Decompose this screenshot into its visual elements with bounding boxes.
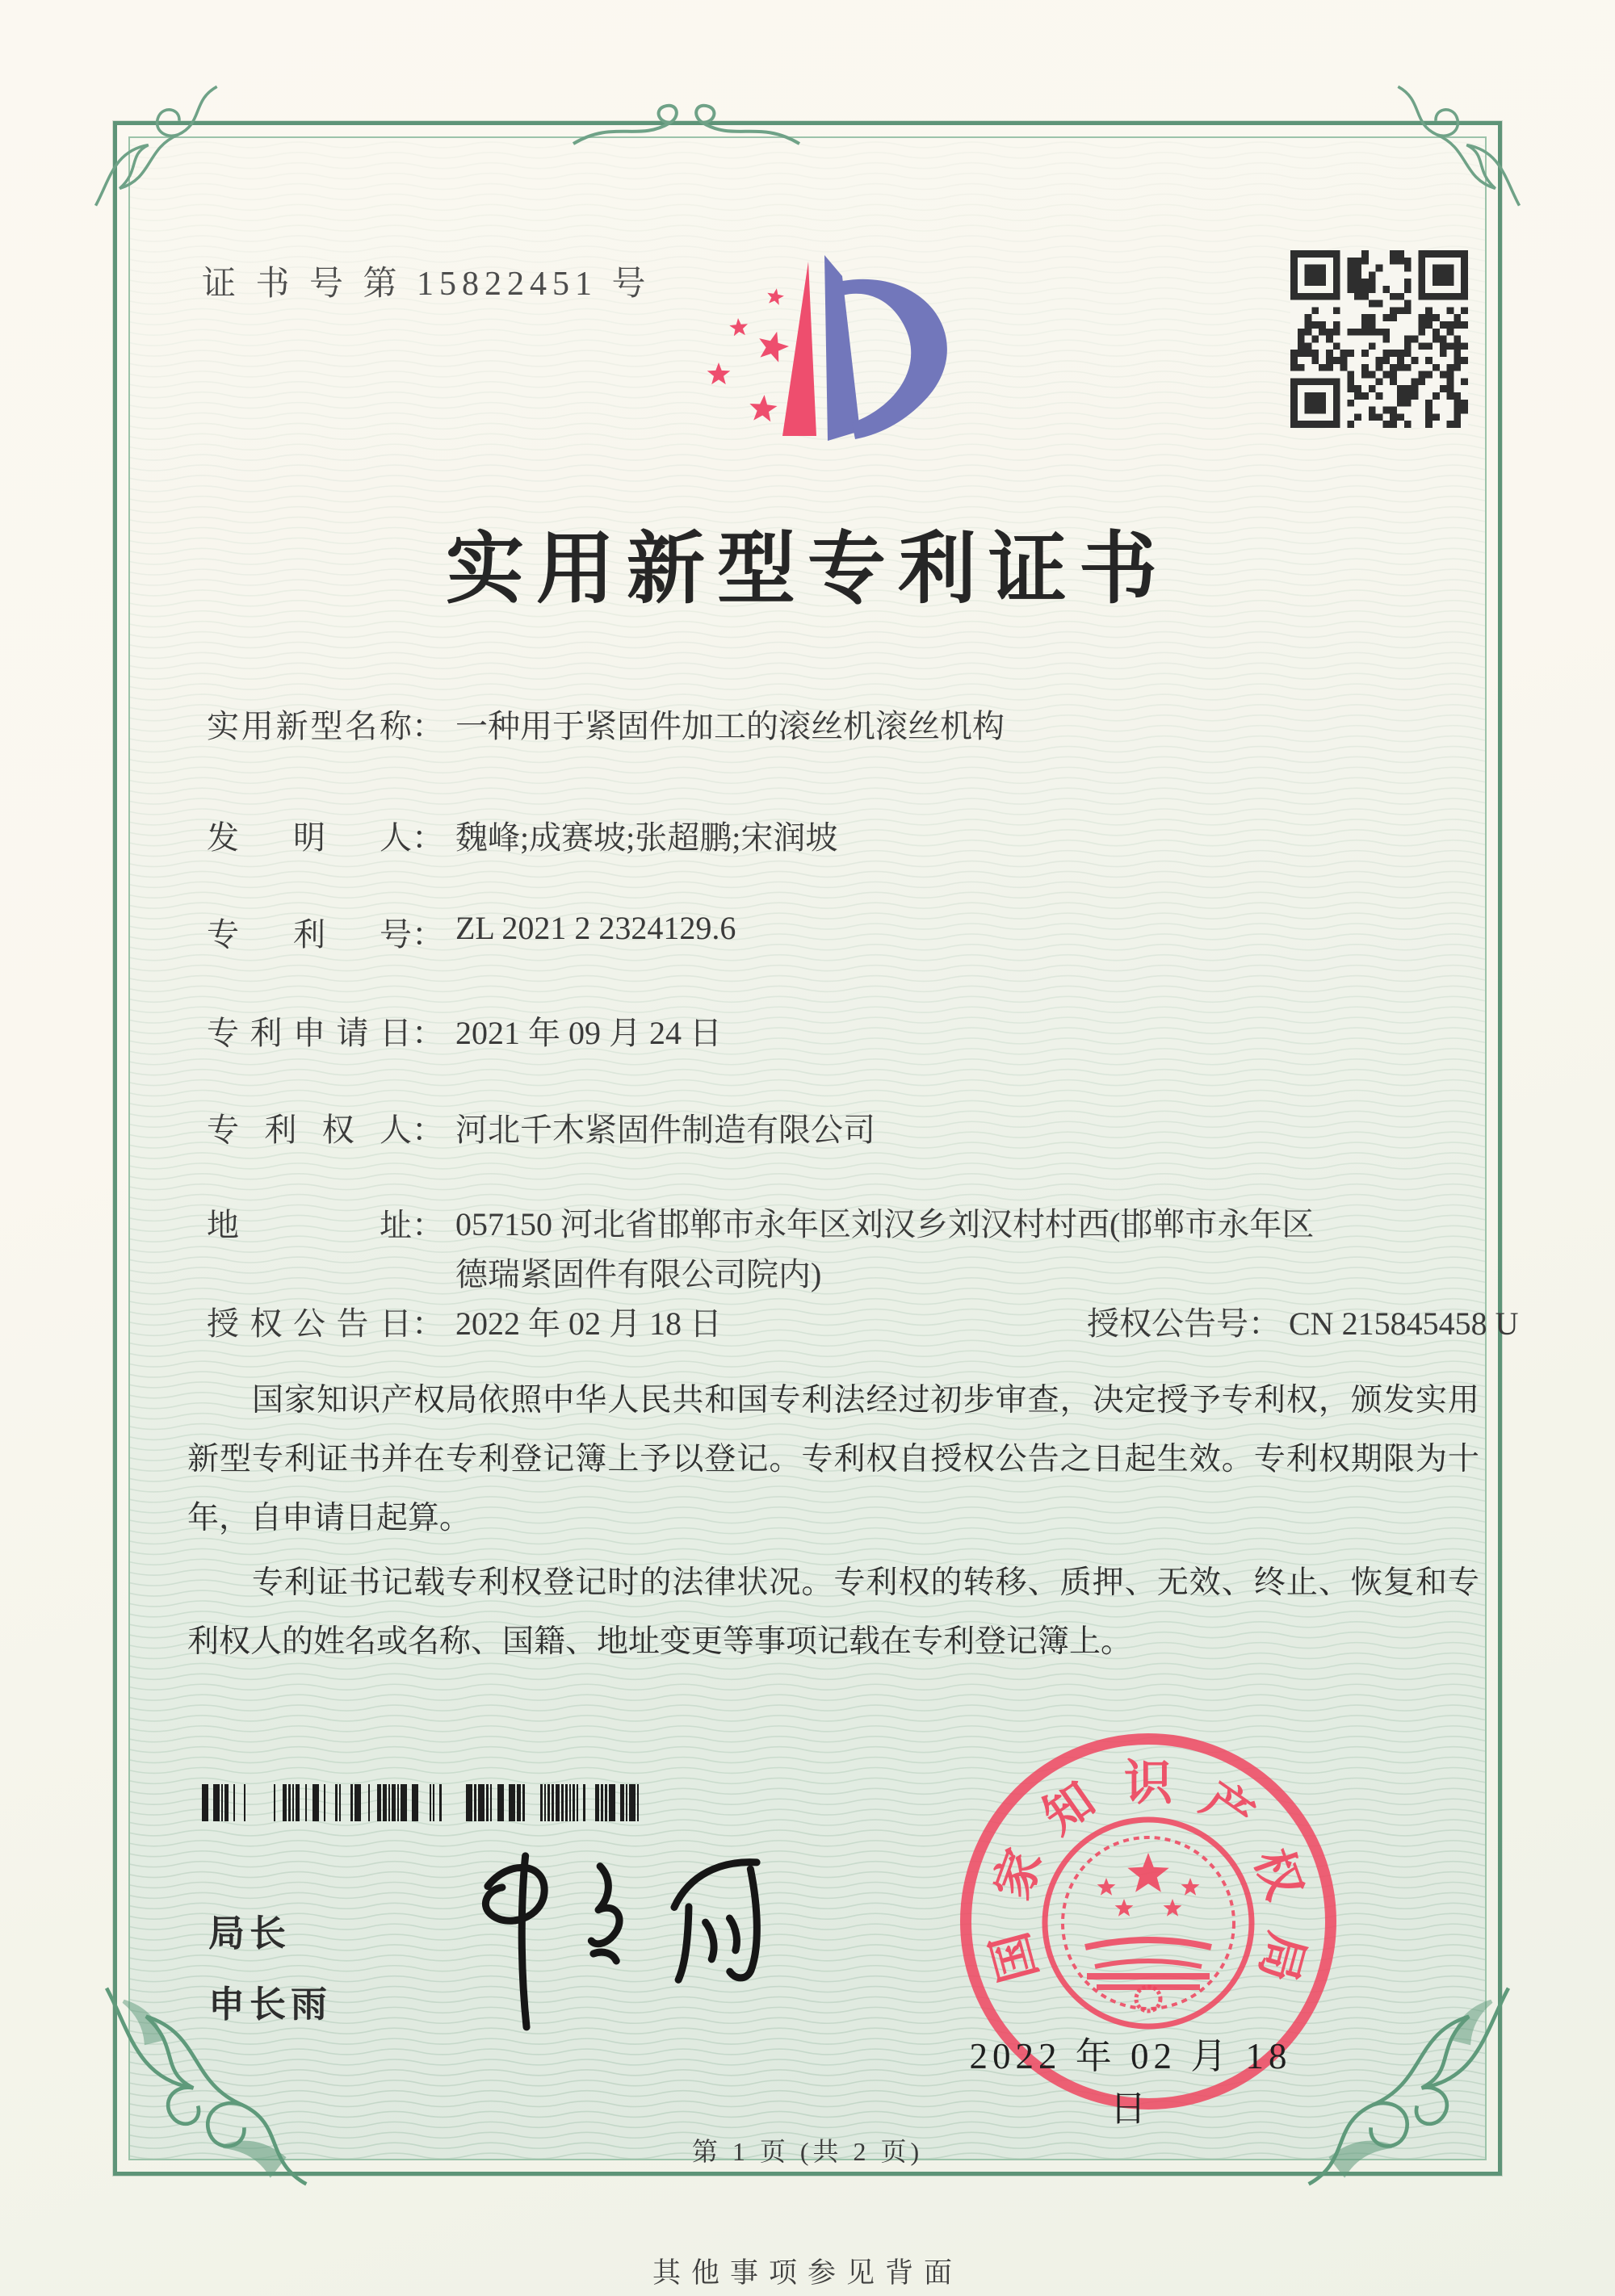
field-colon: ：	[412, 1112, 444, 1148]
certificate-number: 证 书 号 第 15822451 号	[202, 266, 652, 303]
field-row-patent-number	[207, 909, 736, 955]
logo-red-spike	[782, 262, 816, 436]
back-side-note: 其他事项参见背面	[652, 2257, 963, 2289]
grant-number-group	[1087, 1298, 1518, 1344]
field-label: 地址	[207, 1207, 412, 1243]
field-value: 2021 年 09 月 24 日	[455, 1015, 722, 1051]
grant-number-value: CN 215845458 U	[1289, 1305, 1519, 1342]
logo-stars	[707, 288, 789, 421]
field-colon: ：	[412, 819, 444, 856]
field-label: 实用新型名称	[207, 708, 412, 744]
field-colon: ：	[412, 708, 444, 744]
field-label: 发明人	[207, 819, 412, 856]
field-colon: ：	[412, 1015, 444, 1051]
field-label: 专利申请日	[207, 1015, 412, 1051]
field-row-name	[207, 701, 1005, 747]
qr-code	[1290, 250, 1468, 428]
field-value: 河北千木紧固件制造有限公司	[455, 1112, 875, 1148]
barcode	[202, 1784, 642, 1821]
field-label: 授权公告日	[207, 1305, 412, 1342]
field-colon: ：	[1248, 1305, 1281, 1342]
seal-char: 识	[1124, 1757, 1172, 1810]
field-value: ZL 2021 2 2324129.6	[455, 910, 736, 946]
field-row-inventors	[207, 812, 837, 858]
field-value: 057150 河北省邯郸市永年区刘汉乡刘汉村村西(邯郸市永年区德瑞紧固件有限公司院内)	[455, 1206, 1315, 1293]
seal-char: 知	[1034, 1772, 1105, 1845]
page-number: 第 1 页 (共 2 页)	[691, 2137, 924, 2166]
field-label: 专利号	[207, 916, 412, 953]
field-value: 魏峰;成赛坡;张超鹏;宋润坡	[455, 819, 838, 856]
field-row-application-date	[207, 1008, 722, 1054]
seal-date: 2022 年 02 月 18 日	[969, 2036, 1292, 2129]
director-name: 申长雨	[208, 1984, 333, 2025]
seal-char: 国	[983, 1926, 1047, 1988]
seal-national-emblem	[1045, 1820, 1252, 2026]
body-paragraph-2: 专利证书记载专利权登记时的法律状况。专利权的转移、质押、无效、终止、恢复和专利权人的姓名或名称、国籍、地址变更等事项记载在专利登记簿上。	[187, 1565, 1479, 1659]
field-value: 一种用于紧固件加工的滚丝机滚丝机构	[455, 708, 1005, 744]
field-row-grant	[207, 1298, 1519, 1344]
seal-char: 权	[1244, 1842, 1311, 1906]
field-row-address	[207, 1200, 1353, 1300]
director-signature	[433, 1831, 845, 2033]
field-colon: ：	[412, 916, 444, 953]
cnipa-patent-logo-icon	[685, 233, 951, 475]
field-label: 专利权人	[207, 1112, 412, 1148]
field-colon: ：	[412, 1305, 444, 1342]
grant-date-value: 2022 年 02 月 18 日	[455, 1305, 722, 1342]
body-paragraph-1: 国家知识产权局依照中华人民共和国专利法经过初步审查，决定授予专利权，颁发实用新型专利证书并在专利登记簿上予以登记。专利权自授权公告之日起生效。专利权期限为十年，自申请日起算。	[187, 1383, 1479, 1536]
field-colon: ：	[412, 1207, 444, 1243]
seal-char: 家	[985, 1842, 1052, 1906]
grant-number-label: 授权公告号	[1087, 1305, 1248, 1342]
director-title: 局长	[208, 1913, 292, 1954]
seal-char: 局	[1249, 1926, 1314, 1988]
certificate-title: 实用新型专利证书	[446, 526, 1169, 613]
seal-char: 产	[1192, 1772, 1263, 1845]
field-row-patentee	[207, 1104, 875, 1150]
